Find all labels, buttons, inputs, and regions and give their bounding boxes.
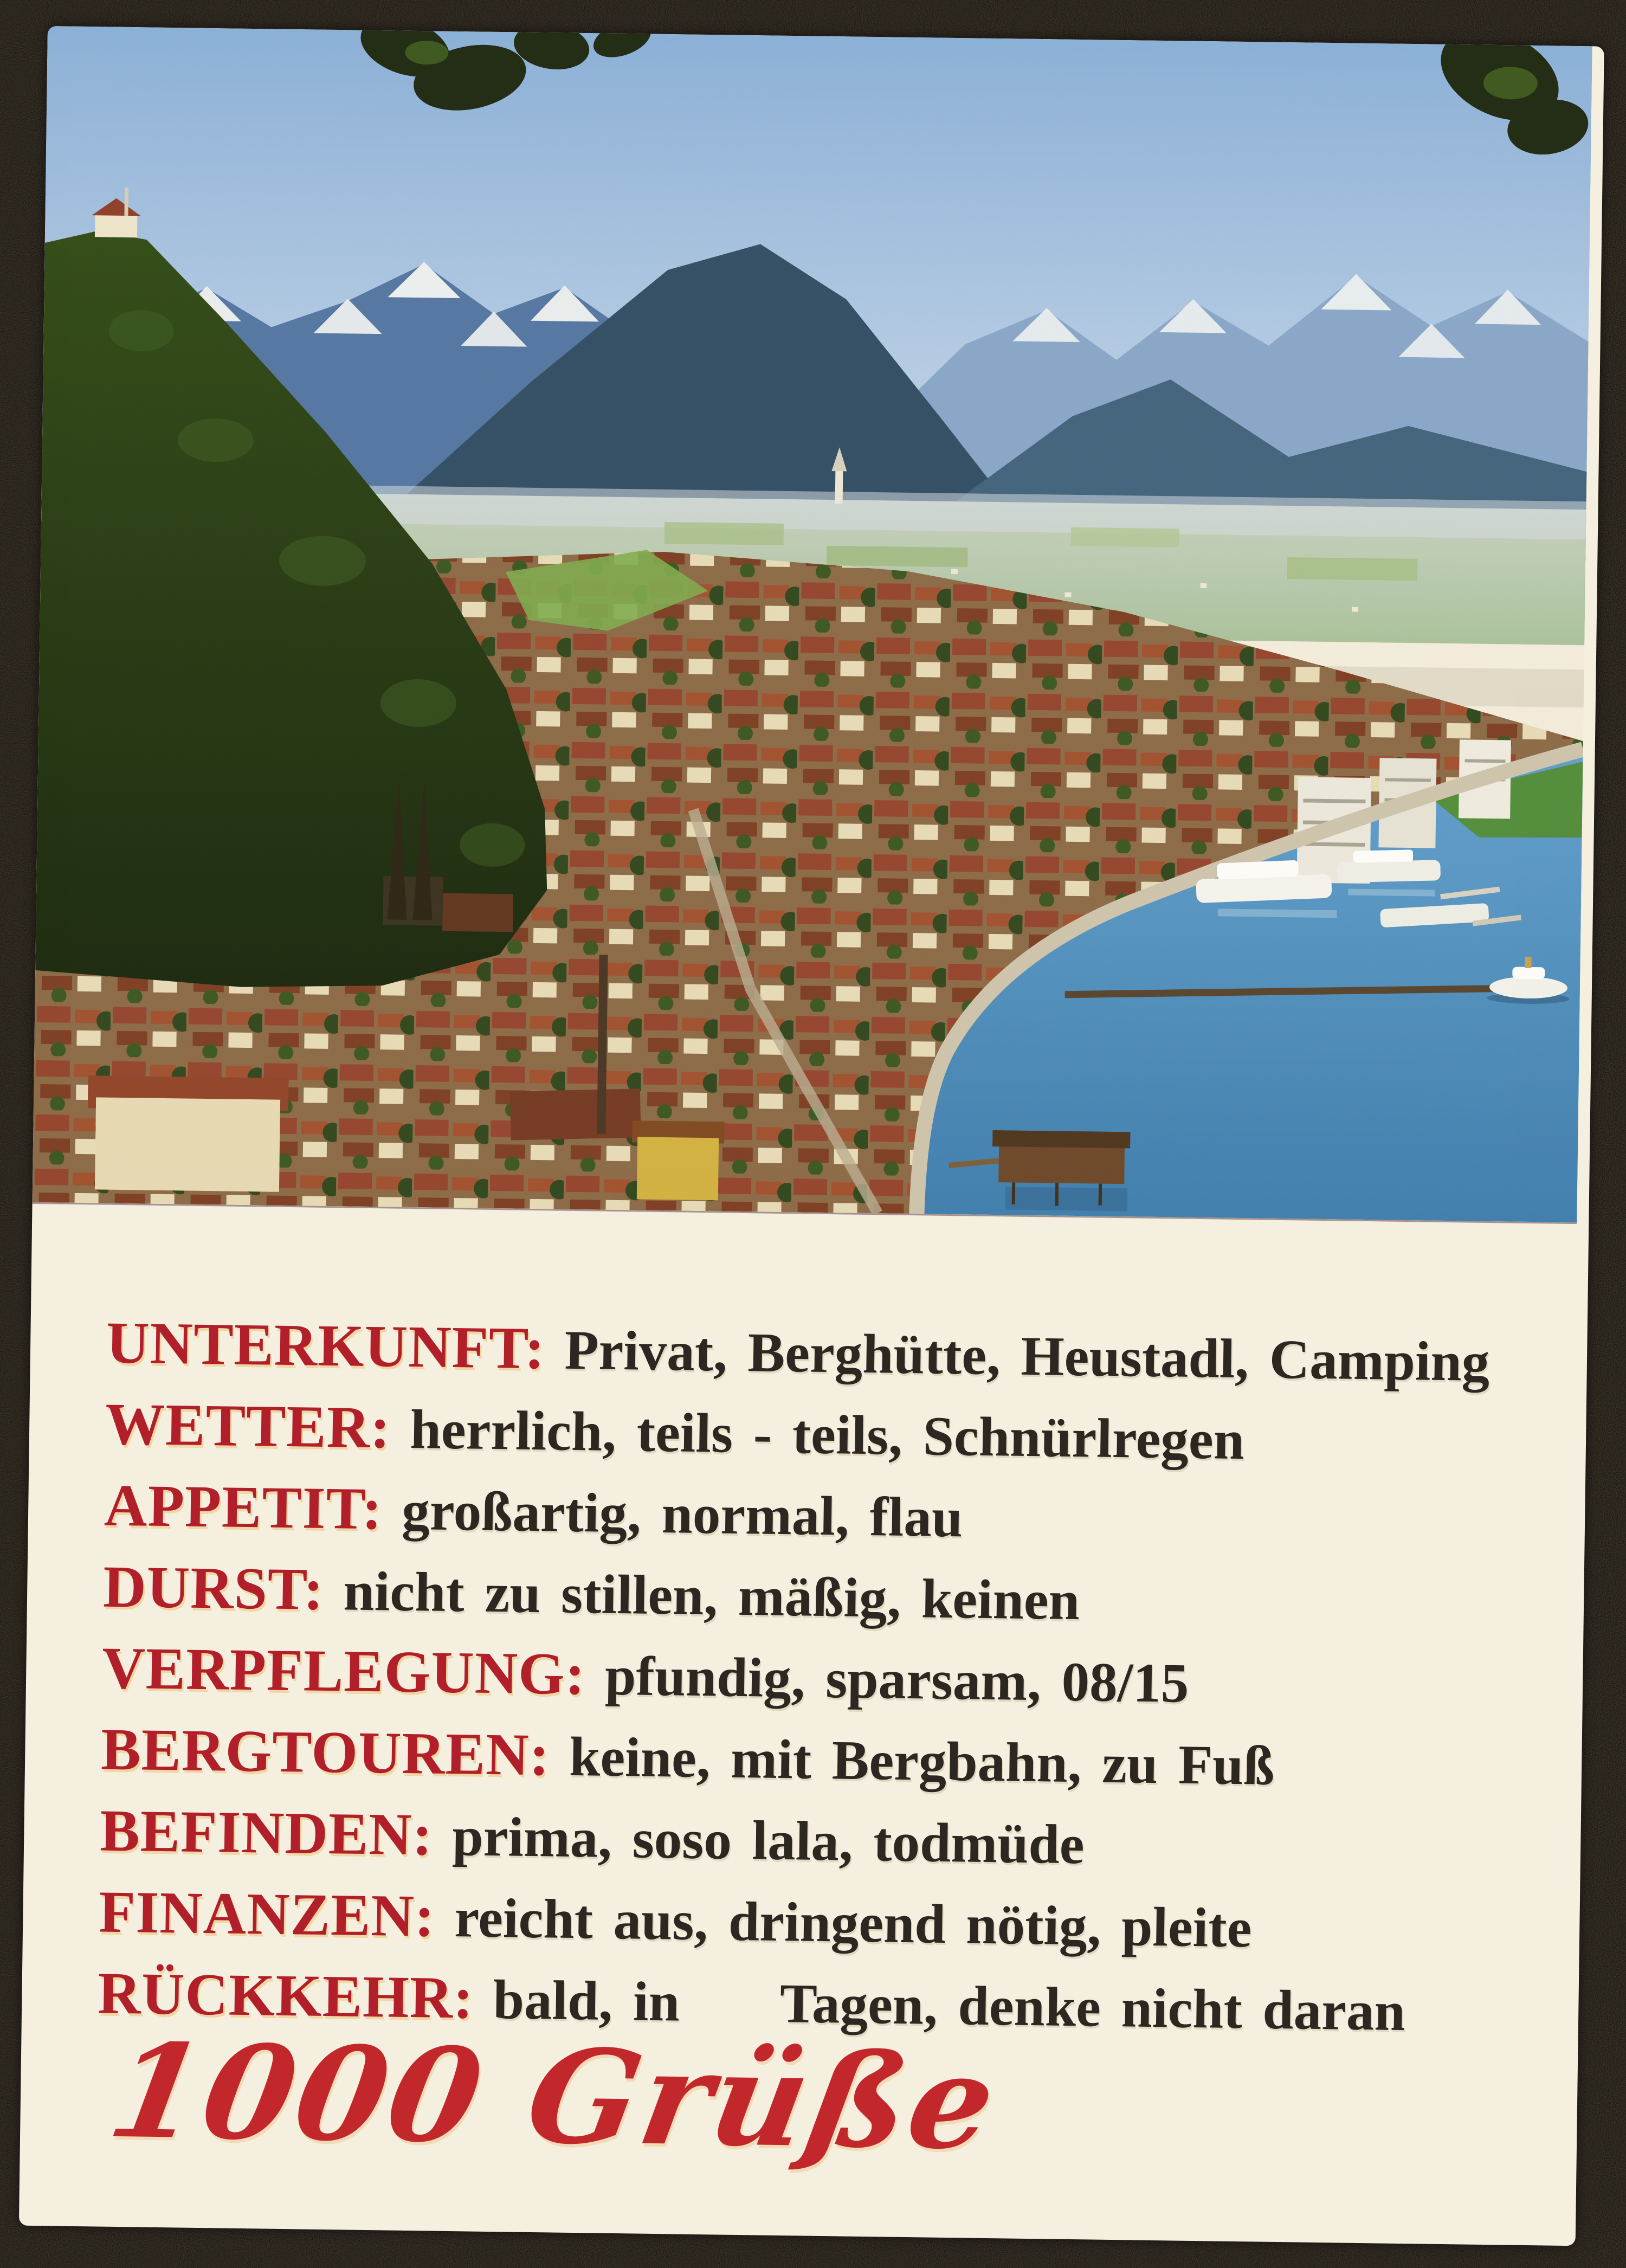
checklist-label: BERGTOUREN: <box>100 1716 551 1788</box>
checklist-options: Privat, Berghütte, Heustadl, Camping <box>564 1319 1490 1394</box>
checklist-label: FINANZEN: <box>98 1878 436 1949</box>
fill-in-blank <box>679 2021 779 2022</box>
checklist-options: herrlich, teils - teils, Schnürlregen <box>409 1398 1245 1472</box>
checklist-options: prima, soso lala, todmüde <box>451 1806 1085 1876</box>
photo-warm-cast <box>33 26 1592 1222</box>
checklist-options: keine, mit Bergbahn, zu Fuß <box>569 1725 1275 1797</box>
checklist-label: DURST: <box>102 1553 325 1622</box>
checklist-options: nicht zu stillen, mäßig, keinen <box>343 1560 1080 1632</box>
checklist <box>98 1302 1566 2053</box>
postcard <box>19 26 1604 2246</box>
checklist-label: RÜCKKEHR: <box>97 1960 474 2031</box>
checklist-label: VERPFLEGUNG: <box>101 1634 586 1708</box>
checklist-options-after-blank: Tagen, denke nicht daran <box>779 1973 1406 2043</box>
checklist-options: großartig, normal, flau <box>401 1479 963 1549</box>
checklist-label: WETTER: <box>105 1390 391 1461</box>
checklist-options: pfundig, sparsam, 08/15 <box>604 1645 1190 1715</box>
checklist-label: UNTERKUNFT: <box>106 1309 546 1382</box>
checklist-options: bald, in <box>493 1969 680 2033</box>
signoff-script: 1000 Grüße <box>99 2016 1009 2179</box>
checklist-label: APPETIT: <box>104 1472 383 1542</box>
checklist-label: BEFINDEN: <box>99 1797 434 1868</box>
postcard-photo <box>33 26 1592 1224</box>
checklist-options: reicht aus, dringend nötig, pleite <box>454 1887 1253 1960</box>
